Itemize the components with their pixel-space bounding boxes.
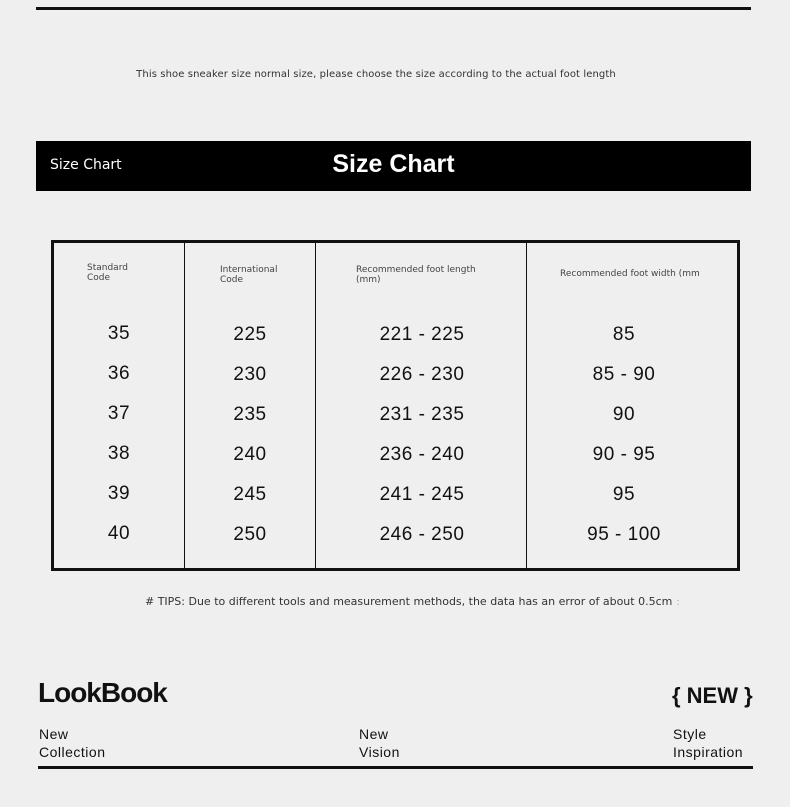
tagline-line: New [39,726,69,742]
table-cell: 240 [233,444,267,465]
table-cell: 241 - 245 [379,484,465,505]
header-line: (mm) [356,275,381,285]
table-cell: 38 [107,443,131,464]
header-line: International [220,265,278,275]
tips-note [145,595,680,608]
tagline-new-vision [359,725,400,761]
table-cell: 90 [612,404,636,425]
bottom-divider [38,766,753,769]
table-cell: 36 [107,363,131,384]
lookbook-logo: LookBook [38,677,167,708]
header-line: Code [87,273,111,283]
table-cell: 85 [612,324,636,345]
table-cell: 226 - 230 [379,364,465,385]
tagline-new-collection [39,725,105,761]
table-cell: 235 [233,404,267,425]
size-chart-banner [36,141,751,191]
table-cell: 246 - 250 [379,524,465,545]
table-cell: 236 - 240 [379,444,465,465]
header-line: Standard [87,263,128,273]
table-cell: 250 [233,524,267,545]
header-line: Recommended foot length [356,265,476,275]
size-table [51,240,740,571]
tagline-line: Collection [39,744,106,760]
tagline-line: Inspiration [673,744,744,760]
tagline-style-inspiration [673,725,743,761]
size-notice: This shoe sneaker size normal size, please choose the size according to the actual foot length [136,69,616,80]
table-cell: 225 [233,324,267,345]
table-cell: 39 [107,483,131,504]
header-line: Code [220,275,244,285]
table-cell: 85 - 90 [592,364,656,385]
table-cell: 90 - 95 [592,444,656,465]
header-foot-length [356,265,476,285]
table-cell: 35 [107,323,131,344]
table-cell: 230 [233,364,267,385]
table-cell: 231 - 235 [379,404,465,425]
tagline-line: New [359,726,389,742]
banner-big-title: Size Chart [332,150,455,178]
table-cell: 245 [233,484,267,505]
top-divider [36,7,751,10]
tagline-line: Style [673,726,707,742]
table-cell: 40 [107,523,131,544]
table-cell: 95 [612,484,636,505]
table-cell: 221 - 225 [379,324,465,345]
header-foot-width [560,269,700,279]
tips-text: # TIPS: Due to different tools and measurement methods, the data has an error of about 0.5cm [145,595,673,608]
banner-small-title: Size Chart [50,157,122,173]
tips-mark: : [676,597,680,608]
header-line: Recommended foot width (mm [560,269,700,279]
new-tag: { NEW } [672,683,753,708]
tagline-line: Vision [359,744,400,760]
table-cell: 95 - 100 [587,524,661,545]
table-cell: 37 [107,403,131,424]
header-standard-code [87,263,128,283]
header-international-code [220,265,277,285]
